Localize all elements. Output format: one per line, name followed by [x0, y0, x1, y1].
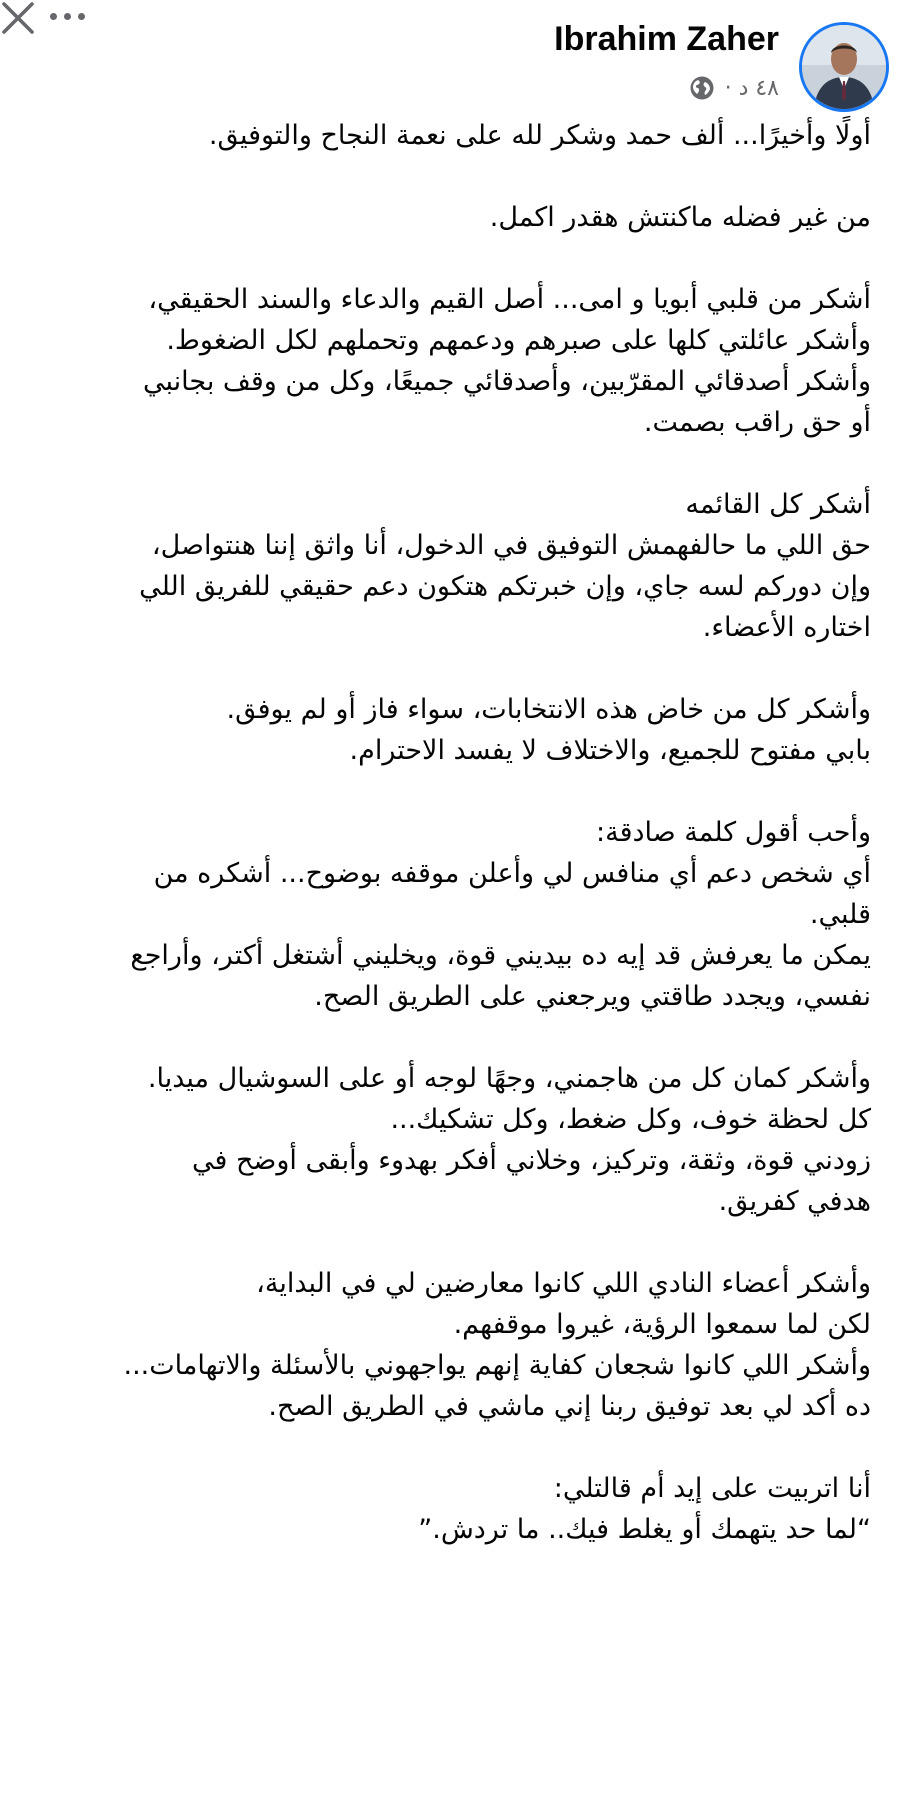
more-options-icon[interactable] [50, 6, 96, 26]
post-text-line: وأشكر كل من خاض هذه الانتخابات، سواء فاز أو لم يوفق. [226, 694, 871, 725]
post-text-line: أي شخص دعم أي منافس لي وأعلن موقفه بوضوح... أشكره من [153, 858, 871, 889]
post-text-line: كل لحظة خوف، وكل ضغط، وكل تشكيك... [390, 1104, 871, 1135]
post-text-line: اختاره الأعضاء. [702, 612, 871, 643]
post-paragraph [23, 484, 871, 648]
post-text-line: وأشكر أصدقائي المقرّبين، وأصدقائي جميعًا، وكل من وقف بجانبي [143, 366, 871, 397]
avatar[interactable] [799, 22, 889, 112]
post-paragraph [23, 689, 871, 771]
post-text-line: وإن دوركم لسه جاي، وإن خبرتكم هتكون دعم حقيقي للفريق اللي [139, 571, 871, 602]
post-paragraph [23, 197, 871, 238]
post-text-line: من غير فضله ماكنتش هقدر اكمل. [489, 202, 871, 233]
post-text-line: قلبي. [809, 899, 871, 930]
post-text-line: “لما حد يتهمك أو يغلط فيك.. ما تردش.” [418, 1514, 871, 1545]
post-paragraph [23, 812, 871, 1017]
post-text-line: وأشكر اللي كانوا شجعان كفاية إنهم يواجهوني بالأسئلة والاتهامات... [123, 1350, 871, 1381]
post-text-line: أنا اتربيت على إيد أم قالتلي: [553, 1473, 871, 1504]
post-text-line: وأشكر عائلتي كلها على صبرهم ودعمهم وتحملهم لكل الضغوط. [166, 325, 871, 356]
post-paragraph [23, 1058, 871, 1222]
post-text-line: أشكر كل القائمه [685, 489, 871, 520]
globe-icon[interactable] [689, 75, 715, 101]
post-text-line: هدفي كفريق. [718, 1186, 871, 1217]
post-timestamp[interactable]: ٤٨ د · [724, 75, 779, 101]
post-text-line: أولًا وأخيرًا... ألف حمد وشكر لله على نعمة النجاح والتوفيق. [208, 120, 871, 151]
post-text-line: نفسي، ويجدد طاقتي ويرجعني على الطريق الصح. [314, 981, 871, 1012]
post-meta [689, 72, 779, 104]
close-icon[interactable] [0, 0, 44, 40]
post-text-line: لكن لما سمعوا الرؤية، غيروا موقفهم. [453, 1309, 871, 1340]
post-text-line: أشكر من قلبي أبويا و امى... أصل القيم والدعاء والسند الحقيقي، [148, 284, 871, 315]
post-text-line: زودني قوة، وثقة، وتركيز، وخلاني أفكر بهدوء وأبقى أوضح في [191, 1145, 871, 1176]
post-text-line: حق اللي ما حالفهمش التوفيق في الدخول، أنا واثق إننا هنتواصل، [151, 530, 871, 561]
post-text-line: وأحب أقول كلمة صادقة: [596, 817, 871, 848]
author-name[interactable]: Ibrahim Zaher [554, 20, 779, 58]
post-text-line: وأشكر أعضاء النادي اللي كانوا معارضين لي في البداية، [256, 1268, 871, 1299]
post-text [23, 115, 871, 1591]
post-text-line: يمكن ما يعرفش قد إيه ده بيديني قوة، ويخليني أشتغل أكتر، وأراجع [130, 940, 871, 971]
post-text-line: ده أكد لي بعد توفيق ربنا إني ماشي في الطريق الصح. [268, 1391, 871, 1422]
post-text-line: بابي مفتوح للجميع، والاختلاف لا يفسد الاحترام. [349, 735, 871, 766]
post-paragraph [23, 115, 871, 156]
post-header [0, 0, 897, 110]
post-paragraph [23, 1263, 871, 1427]
post-text-line: أو حق راقب بصمت. [643, 407, 871, 438]
post-paragraph [23, 279, 871, 443]
post-text-line: وأشكر كمان كل من هاجمني، وجهًا لوجه أو على السوشيال ميديا. [147, 1063, 871, 1094]
post-paragraph [23, 1468, 871, 1550]
